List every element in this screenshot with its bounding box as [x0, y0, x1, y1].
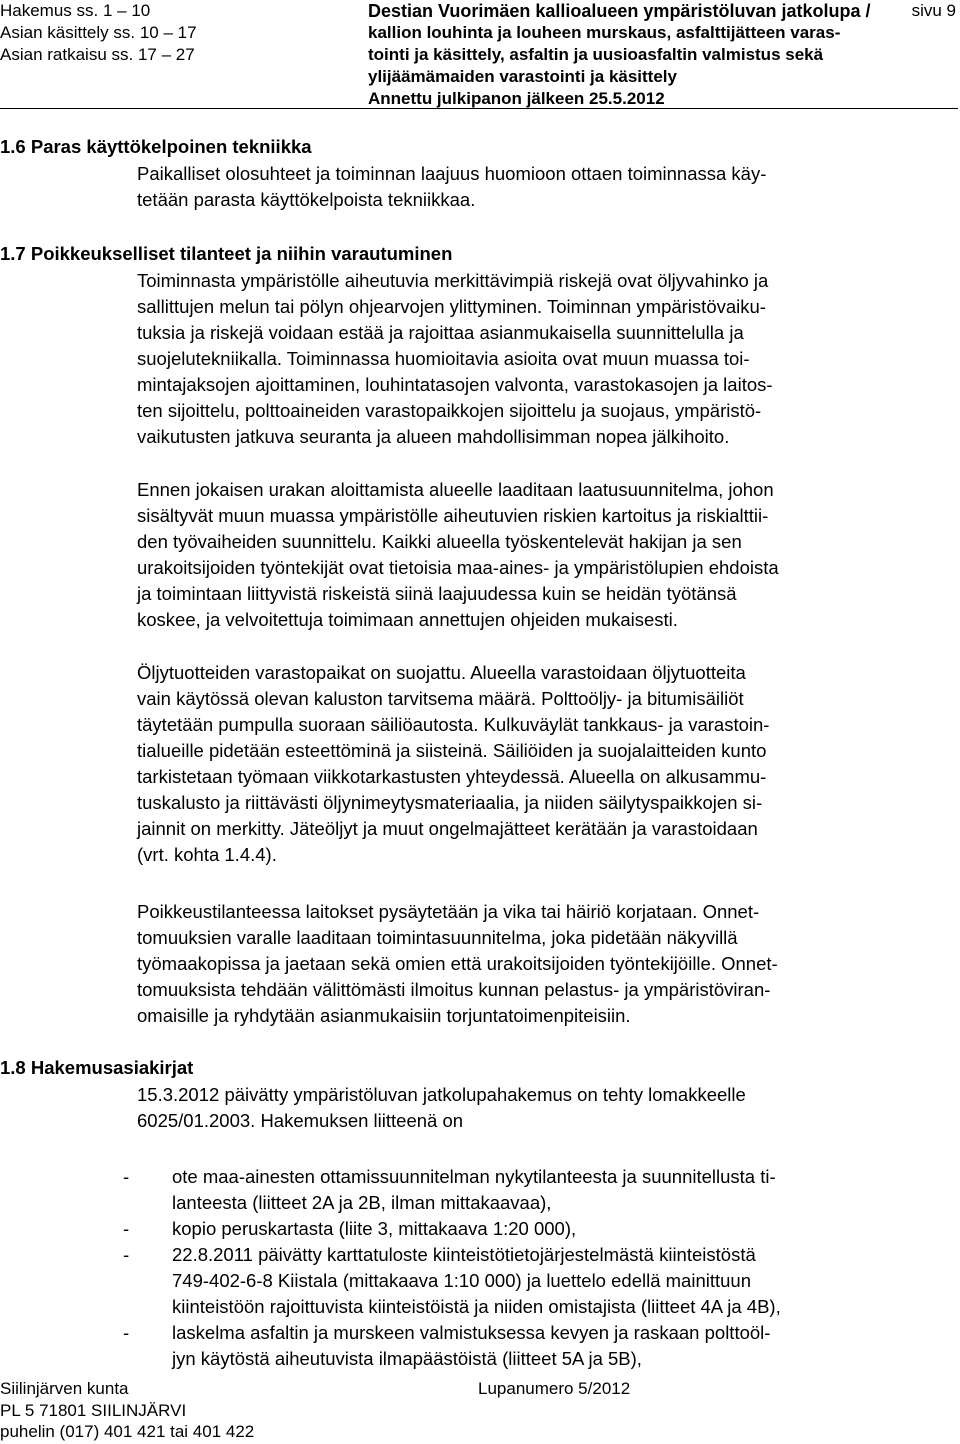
header-range-processing: Asian käsittely ss. 10 – 17 — [0, 23, 197, 42]
footer-contact — [0, 1378, 254, 1443]
text-line: den työvaiheiden suunnittelu. Kaikki alueella työskentelevät hakijan ja sen — [137, 531, 742, 552]
header-title-line: ylijäämämaiden varastointi ja käsittely — [368, 67, 677, 86]
list-dash: - — [123, 1322, 130, 1343]
footer-address: PL 5 71801 SIILINJÄRVI — [0, 1400, 187, 1420]
text-line: koskee, ja velvoitettuja toimimaan annettujen ohjeiden mukaisesti. — [137, 609, 678, 630]
text-line: laskelma asfaltin ja murskeen valmistuksessa kevyen ja raskaan polttoöl- — [172, 1322, 771, 1343]
section-title-1-6: 1.6 Paras käyttökelpoinen tekniikka — [0, 136, 312, 157]
section-1-7-paragraph-4 — [137, 899, 937, 1029]
section-title-1-8: 1.8 Hakemusasiakirjat — [0, 1057, 194, 1078]
header-title-line: tointi ja käsittely, asfaltin ja uusioasfaltin valmistus sekä — [368, 45, 824, 64]
text-line: täytetään pumpulla suoraan säiliöautosta. Kulkuväylät tankkaus- ja varastoin- — [137, 714, 770, 735]
text-line: urakoitsijoiden työntekijät ovat tietoisia maa-aines- ja ympäristölupien ehdoista — [137, 557, 779, 578]
text-line: mintajaksojen ajoittaminen, louhintatasojen valvonta, varastokasojen ja laitos- — [137, 374, 773, 395]
text-line: jyn käytöstä aiheutuvista ilmapäästöistä (liitteet 5A ja 5B), — [172, 1348, 642, 1369]
text-line: tarkistetaan työmaan viikkotarkastusten yhteydessä. Alueella on alkusammu- — [137, 766, 767, 787]
text-line: kopio peruskartasta (liite 3, mittakaava 1:20 000), — [172, 1218, 577, 1239]
text-line: Ennen jokaisen urakan aloittamista alueelle laaditaan laatusuunnitelma, johon — [137, 479, 774, 500]
text-line: 749-402-6-8 Kiistala (mittakaava 1:10 000) ja luettelo edellä mainittuun — [172, 1270, 751, 1291]
text-line: ote maa-ainesten ottamissuunnitelman nykytilanteesta ja suunnitellusta ti- — [172, 1166, 776, 1187]
text-line: 15.3.2012 päivätty ympäristöluvan jatkolupahakemus on tehty lomakkeelle — [137, 1084, 746, 1105]
page-number: sivu 9 — [911, 1, 956, 20]
text-line: (vrt. kohta 1.4.4). — [137, 844, 277, 865]
text-line: tialueille pidetään esteettöminä ja siisteinä. Säiliöiden ja suojalaitteiden kunto — [137, 740, 767, 761]
text-line: tetään parasta käyttökelpoista tekniikkaa. — [137, 189, 476, 210]
list-item — [123, 1242, 953, 1320]
header-divider — [0, 108, 958, 109]
text-line: suojelutekniikalla. Toiminnassa huomioitavia asioita ovat muun muassa toi- — [137, 348, 750, 369]
section-1-7-paragraph-2 — [137, 477, 937, 633]
header-range-application: Hakemus ss. 1 – 10 — [0, 1, 151, 20]
text-line: työmaakopissa ja jaetaan sekä omien että urakoitsijoiden työntekijöille. Onnet- — [137, 953, 778, 974]
text-line: Toiminnasta ympäristölle aiheutuvia merkittävimpiä riskejä ovat öljyvahinko ja — [137, 270, 769, 291]
header-title-line: kallion louhinta ja louheen murskaus, asfalttijätteen varas- — [368, 23, 841, 42]
footer-phone: puhelin (017) 401 421 tai 401 422 — [0, 1422, 255, 1441]
list-item — [123, 1320, 953, 1372]
section-1-7-paragraph-1 — [137, 268, 937, 450]
text-line: tuksia ja riskejä voidaan estää ja rajoittaa asianmukaisella suunnittelulla ja — [137, 322, 744, 343]
text-line: Öljytuotteiden varastopaikat on suojattu. Alueella varastoidaan öljytuotteita — [137, 662, 746, 683]
text-line: kiinteistöön rajoittuvista kiinteistöistä ja niiden omistajista (liitteet 4A ja 4B), — [172, 1296, 781, 1317]
list-dash: - — [123, 1218, 130, 1239]
text-line: sisältyvät muun muassa ympäristölle aiheutuvien riskien kartoitus ja riskialttii- — [137, 505, 769, 526]
text-line: 6025/01.2003. Hakemuksen liitteenä on — [137, 1110, 464, 1131]
list-dash: - — [123, 1244, 130, 1265]
section-1-7-paragraph-3 — [137, 660, 937, 868]
section-title-1-7: 1.7 Poikkeukselliset tilanteet ja niihin varautuminen — [0, 243, 453, 264]
footer-municipality: Siilinjärven kunta — [0, 1379, 129, 1398]
header-range-decision: Asian ratkaisu ss. 17 – 27 — [0, 45, 195, 64]
text-line: 22.8.2011 päivätty karttatuloste kiinteistötietojärjestelmästä kiinteistöstä — [172, 1244, 756, 1265]
text-line: omaisille ja ryhdytään asianmukaisiin torjuntatoimenpiteisiin. — [137, 1005, 631, 1026]
page-header — [0, 0, 960, 112]
text-line: vain käytössä olevan kaluston tarvitsema määrä. Polttoöljy- ja bitumisäiliöt — [137, 688, 744, 709]
text-line: Poikkeustilanteessa laitokset pysäytetään ja vika tai häiriö korjataan. Onnet- — [137, 901, 760, 922]
text-line: ja toimintaan liittyvistä riskeistä siinä laajuudessa kuin se heidän työtänsä — [137, 583, 737, 604]
text-line: sallittujen melun tai pölyn ohjearvojen ylittyminen. Toiminnan ympäristövaiku- — [137, 296, 766, 317]
text-line: jainnit on merkitty. Jäteöljyt ja muut ongelmajätteet kerätään ja varastoidaan — [137, 818, 758, 839]
list-dash: - — [123, 1166, 130, 1187]
section-1-6-paragraph — [137, 161, 937, 213]
text-line: Paikalliset olosuhteet ja toiminnan laajuus huomioon ottaen toiminnassa käy- — [137, 163, 767, 184]
text-line: vaikutusten jatkuva seuranta ja alueen mahdollisimman nopea jälkihoito. — [137, 426, 730, 447]
text-line: tuskalusto ja riittävästi öljynimeytysmateriaalia, ja niiden säilytyspaikkojen si- — [137, 792, 763, 813]
text-line: ten sijoittelu, polttoaineiden varastopaikkojen sijoittelu ja suojaus, ympäristö- — [137, 400, 762, 421]
header-page-ranges — [0, 0, 197, 66]
text-line: tomuuksista tehdään välittömästi ilmoitus kunnan pelastus- ja ympäristöviran- — [137, 979, 771, 1000]
list-item — [123, 1216, 953, 1242]
header-title — [368, 0, 888, 110]
text-line: tomuuksien varalle laaditaan toimintasuunnitelma, joka pidetään näkyvillä — [137, 927, 738, 948]
footer-permit-number: Lupanumero 5/2012 — [478, 1379, 631, 1398]
header-published: Annettu julkipanon jälkeen 25.5.2012 — [368, 89, 665, 108]
attachment-list — [123, 1164, 953, 1372]
list-item — [123, 1164, 953, 1216]
section-1-8-intro — [137, 1082, 937, 1134]
header-title-line: Destian Vuorimäen kallioalueen ympäristöluvan jatkolupa / — [368, 1, 871, 21]
text-line: lanteesta (liitteet 2A ja 2B, ilman mittakaavaa), — [172, 1192, 552, 1213]
